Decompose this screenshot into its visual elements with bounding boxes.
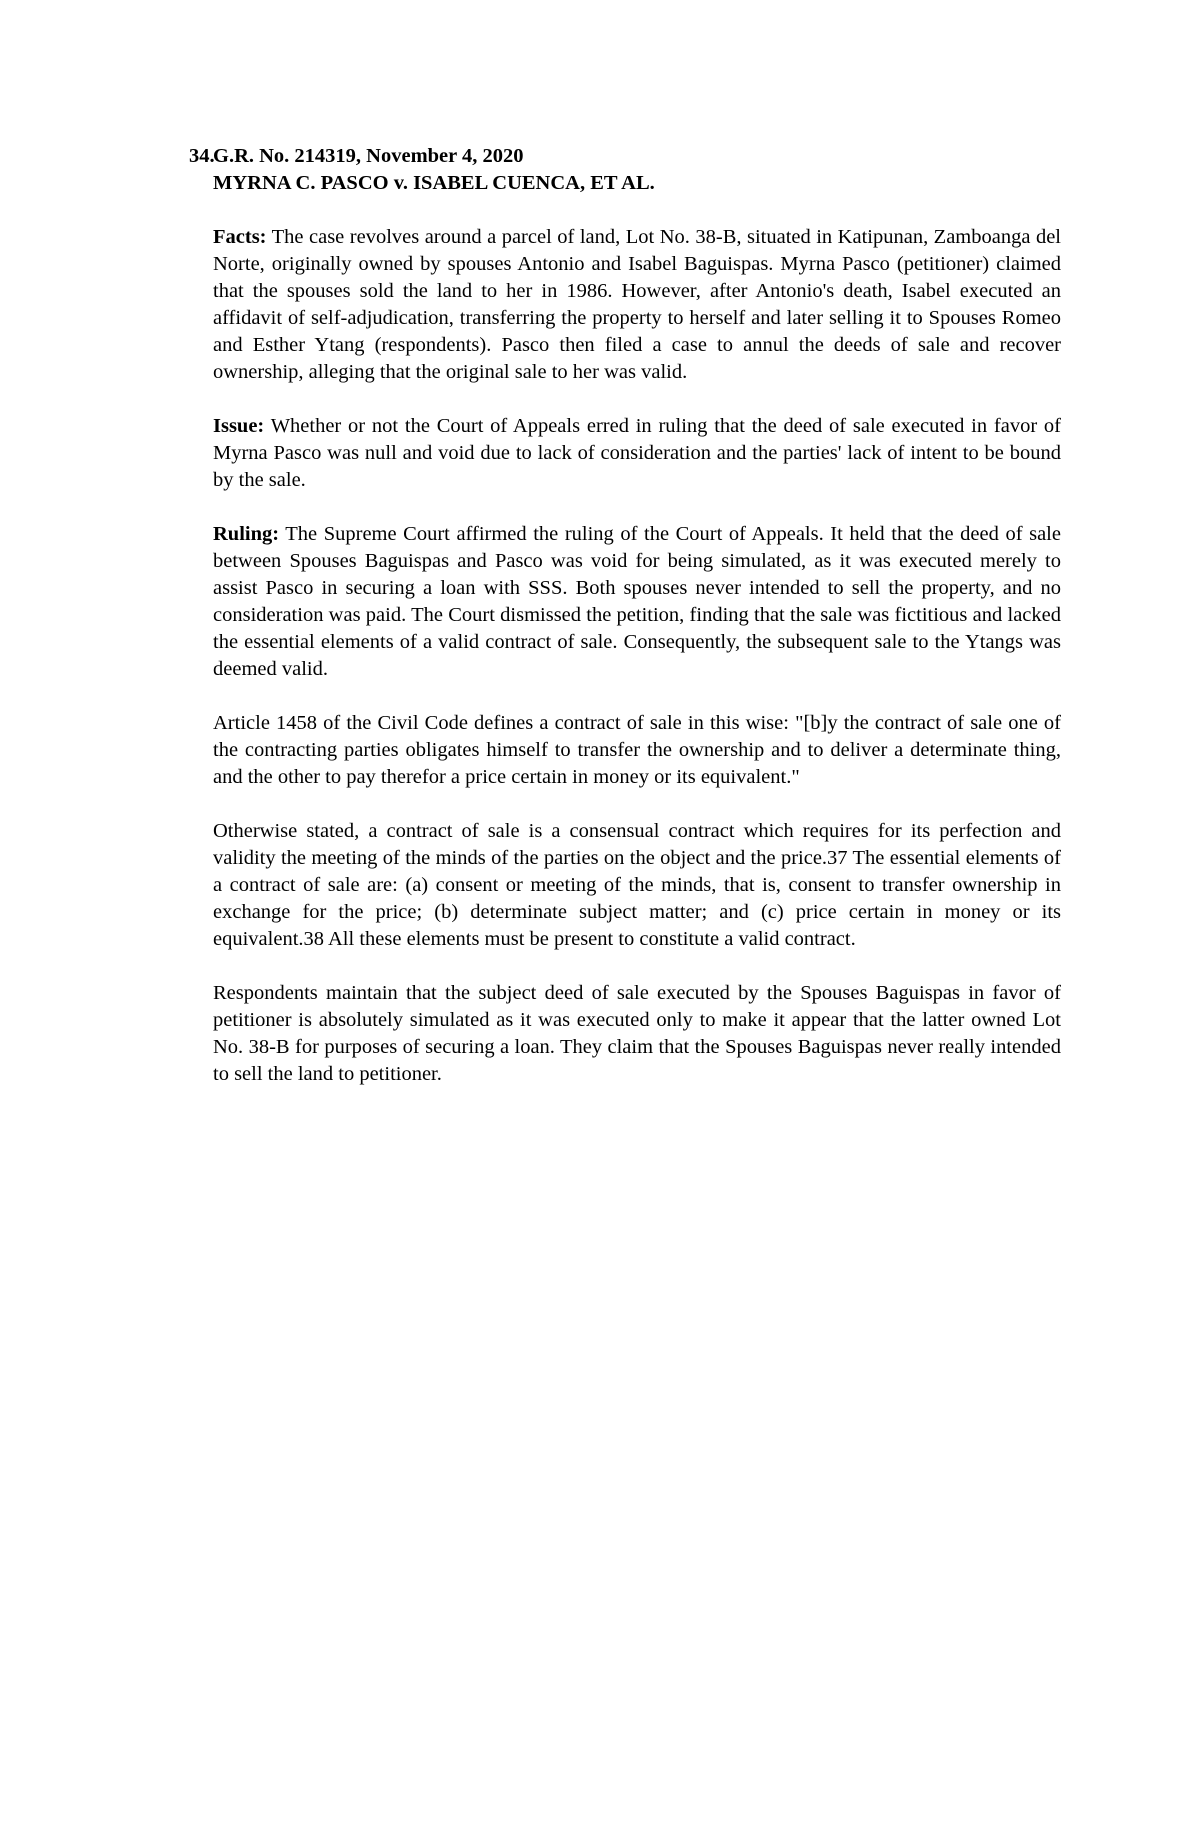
issue-label: Issue:	[213, 415, 265, 437]
ruling-label: Ruling:	[213, 523, 280, 545]
case-number: 34.	[189, 145, 215, 167]
facts-section	[213, 224, 1061, 386]
case-citation: G.R. No. 214319, November 4, 2020	[213, 145, 524, 167]
ruling-text: The Supreme Court affirmed the ruling of the Court of Appeals. It held that the deed of sale between Spouses Baguispas and Pasco was void for being simulated, as it was executed merely to assist Pasco in securing a loan with SSS. Both spouses never intended to sell the property, and no consideration was paid. The Court dismissed the petition, finding that the sale was fictitious and lacked the essential elements of a valid contract of sale. Consequently, the subsequent sale to the Ytangs was deemed valid.	[213, 523, 1061, 680]
facts-text: The case revolves around a parcel of land, Lot No. 38-B, situated in Katipunan, Zamboanga del Norte, originally owned by spouses Antonio and Isabel Baguispas. Myrna Pasco (petitioner) claimed that the spouses sold the land to her in 1986. However, after Antonio's death, Isabel executed an affidavit of self-adjudication, transferring the property to herself and later selling it to Spouses Romeo and Esther Ytang (respondents). Pasco then filed a case to annul the deeds of sale and recover ownership, alleging that the original sale to her was valid.	[213, 226, 1061, 383]
issue-text: Whether or not the Court of Appeals erred in ruling that the deed of sale executed in favor of Myrna Pasco was null and void due to lack of consideration and the parties' lack of intent to be bound by the sale.	[213, 415, 1061, 491]
consensual-contract-paragraph: Otherwise stated, a contract of sale is a consensual contract which requires for its perfection and validity the meeting of the minds of the parties on the object and the price.37 The essential elements of a contract of sale are: (a) consent or meeting of the minds, that is, consent to transfer ownership in exchange for the price; (b) determinate subject matter; and (c) price certain in money or its equivalent.38 All these elements must be present to constitute a valid contract.	[213, 820, 1061, 950]
case-header	[189, 143, 1061, 197]
respondents-claim-paragraph: Respondents maintain that the subject deed of sale executed by the Spouses Baguispas in favor of petitioner is absolutely simulated as it was executed only to make it appear that the latter owned Lot No. 38-B for purposes of securing a loan. They claim that the Spouses Baguispas never really intended to sell the land to petitioner.	[213, 982, 1061, 1085]
facts-label: Facts:	[213, 226, 267, 248]
issue-section	[213, 413, 1061, 494]
document-body	[189, 143, 1061, 1088]
ruling-section	[213, 521, 1061, 683]
case-title: MYRNA C. PASCO v. ISABEL CUENCA, ET AL.	[213, 172, 655, 194]
article-1458-paragraph: Article 1458 of the Civil Code defines a contract of sale in this wise: "[b]y the contract of sale one of the contracting parties obligates himself to transfer the ownership and to deliver a determinate thing, and the other to pay therefor a price certain in money or its equivalent."	[213, 712, 1061, 788]
